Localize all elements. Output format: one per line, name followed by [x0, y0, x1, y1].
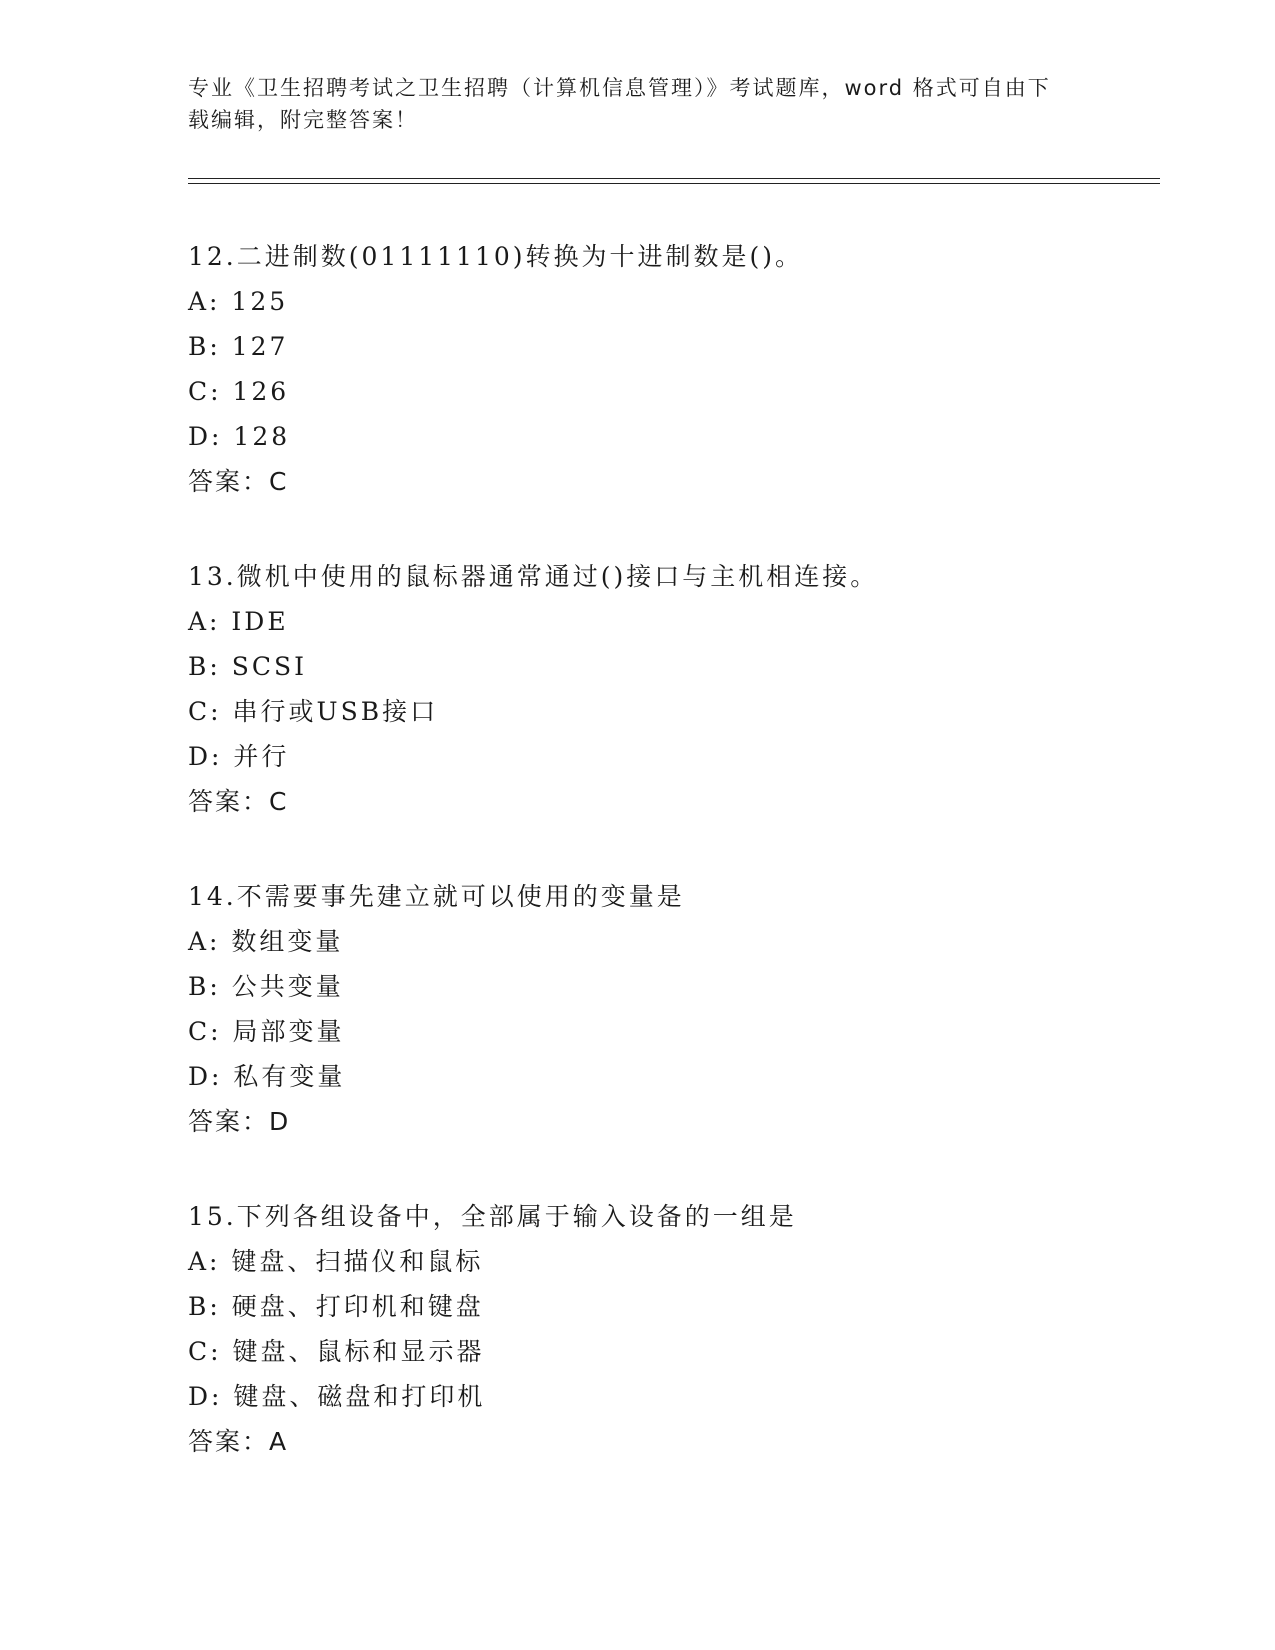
option-b: B: 公共变量	[188, 972, 344, 1001]
question-title: 15.下列各组设备中，全部属于输入设备的一组是	[188, 1202, 797, 1231]
option-b: B: SCSI	[188, 652, 307, 681]
option-d: D: 键盘、磁盘和打印机	[188, 1382, 486, 1411]
document-intro: 专业《卫生招聘考试之卫生招聘（计算机信息管理）》考试题库，word 格式可自由下载编辑，附完整答案！	[188, 76, 1051, 132]
option-a: A: 键盘、扫描仪和鼠标	[188, 1247, 484, 1276]
question-block	[188, 874, 1148, 1144]
question-title: 14.不需要事先建立就可以使用的变量是	[188, 882, 685, 911]
question-block	[188, 234, 1148, 504]
option-d: D: 128	[188, 422, 291, 451]
question-title: 12.二进制数(01111110)转换为十进制数是()。	[188, 242, 804, 271]
option-c: C: 126	[188, 377, 290, 406]
question-block	[188, 1194, 1148, 1464]
answer: 答案：C	[188, 787, 289, 816]
header-divider-top	[188, 178, 1160, 179]
answer: 答案：C	[188, 467, 289, 496]
option-d: D: 私有变量	[188, 1062, 346, 1091]
question-title: 13.微机中使用的鼠标器通常通过()接口与主机相连接。	[188, 562, 879, 591]
option-a: A: 125	[188, 287, 289, 316]
option-d: D: 并行	[188, 742, 290, 771]
option-b: B: 127	[188, 332, 289, 361]
option-c: C: 串行或USB接口	[188, 697, 439, 726]
option-c: C: 局部变量	[188, 1017, 345, 1046]
header-divider-bottom	[188, 183, 1160, 184]
question-block	[188, 554, 1148, 824]
option-c: C: 键盘、鼠标和显示器	[188, 1337, 485, 1366]
option-a: A: 数组变量	[188, 927, 344, 956]
option-b: B: 硬盘、打印机和键盘	[188, 1292, 484, 1321]
answer: 答案：A	[188, 1427, 289, 1456]
option-a: A: IDE	[188, 607, 289, 636]
answer: 答案：D	[188, 1107, 291, 1136]
